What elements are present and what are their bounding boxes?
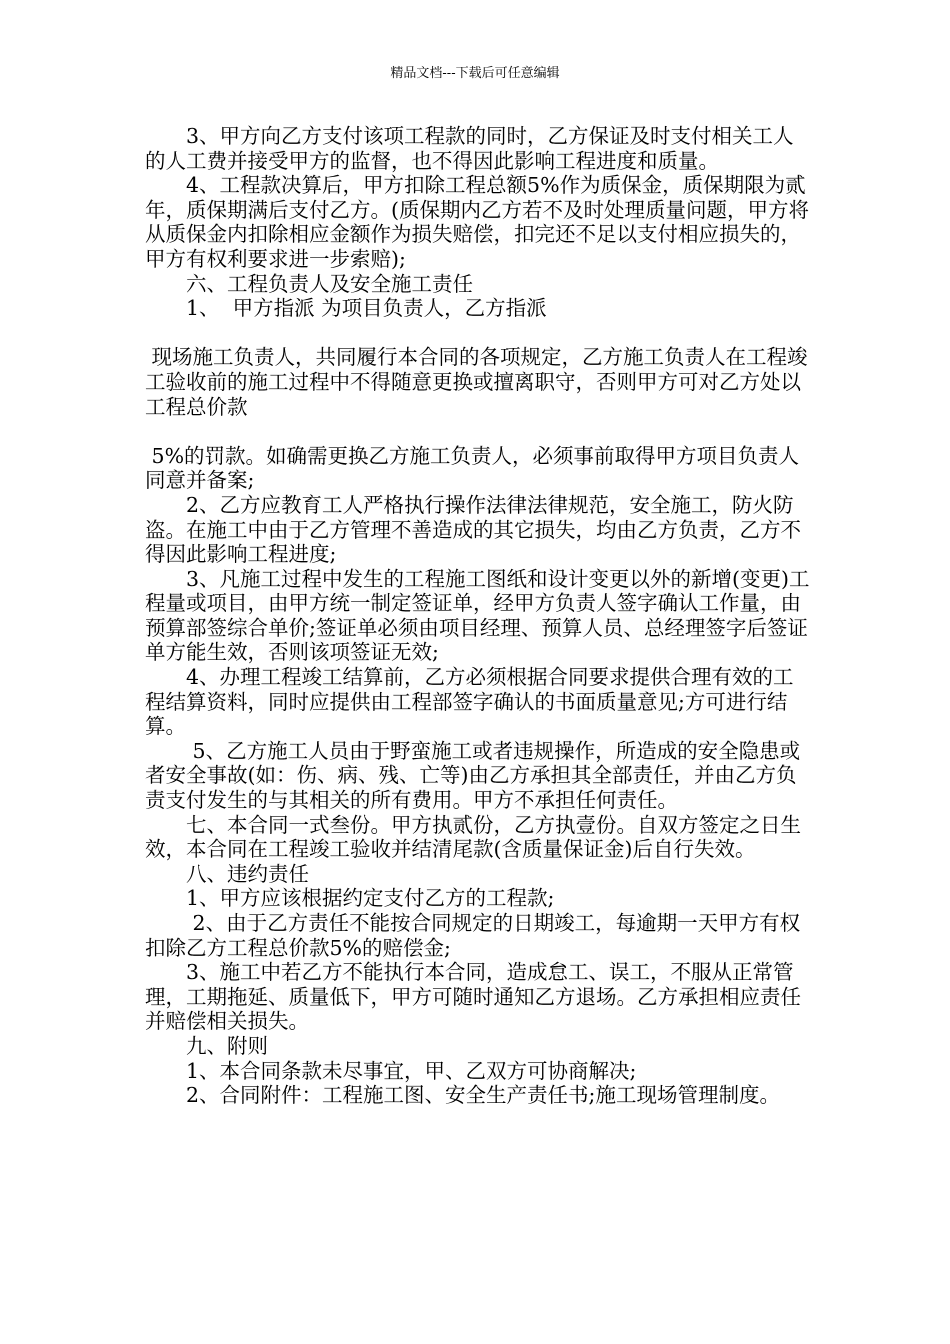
paragraph-payment-labor: 3、甲方向乙方支付该项工程款的同时，乙方保证及时支付相关工人的人工费并接受甲方的监督，也不得因此影响工程进度和质量。 — [145, 124, 794, 173]
paragraph-breach-3: 3、施工中若乙方不能执行本合同，造成怠工、误工，不服从正常管理，工期拖延、质量低下，甲方可随时通知乙方退场。乙方承担相应责任并赔偿相关损失。 — [145, 960, 801, 1034]
paragraph-appendix-2: 2、合同附件：工程施工图、安全生产责任书;施工现场管理制度。 — [186, 1083, 780, 1108]
section-heading-responsibility: 六、工程负责人及安全施工责任 — [186, 271, 473, 296]
page-header: 精品文档---下载后可任意编辑 — [390, 66, 560, 81]
document-body — [145, 124, 810, 1108]
paragraph-warranty-deposit: 4、工程款决算后，甲方扣除工程总额5%作为质保金，质保期限为贰年，质保期满后支付乙方。(质保期内乙方若不及时处理质量问题，甲方将从质保金内扣除相应金额作为损失赔偿，扣完还不足以支付相应损失的，甲方有权利要求进一步索赔); — [145, 173, 809, 271]
paragraph-penalty: 5%的罚款。如确需更换乙方施工负责人，必须事前取得甲方项目负责人同意并备案; — [145, 443, 800, 493]
paragraph-breach-2: 2、由于乙方责任不能按合同规定的日期竣工，每逾期一天甲方有权扣除乙方工程总价款5%的赔偿金; — [145, 911, 801, 960]
paragraph-appoint-manager: 1、 甲方指派 为项目负责人，乙方指派 — [186, 296, 547, 321]
section-heading-appendix: 九、附则 — [186, 1033, 268, 1058]
paragraph-safety-education: 2、乙方应教育工人严格执行操作法律法律规范，安全施工，防火防盗。在施工中由于乙方管理不善造成的其它损失，均由乙方负责，乙方不得因此影响工程进度; — [145, 492, 801, 567]
paragraph-site-manager: 现场施工负责人，共同履行本合同的各项规定，乙方施工负责人在工程竣工验收前的施工过程中不得随意更换或擅离职守，否则甲方可对乙方处以工程总价款 — [145, 345, 808, 419]
paragraph-safety-liability: 5、乙方施工人员由于野蛮施工或者违规操作，所造成的安全隐患或者安全事故(如：伤、病、残、亡等)由乙方承担其全部责任，并由乙方负责支付发生的与其相关的所有费用。甲方不承担任何责任。 — [145, 738, 801, 813]
paragraph-settlement: 4、办理工程竣工结算前，乙方必须根据合同要求提供合理有效的工程结算资料，同时应提供由工程部签字确认的书面质量意见;方可进行结算。 — [145, 665, 794, 739]
section-heading-breach: 八、违约责任 — [186, 861, 309, 886]
paragraph-breach-1: 1、甲方应该根据约定支付乙方的工程款; — [186, 886, 555, 911]
paragraph-change-orders: 3、凡施工过程中发生的工程施工图纸和设计变更以外的新增(变更)工程量或项目，由甲方统一制定签证单，经甲方负责人签字确认工作量，由预算部签综合单价;签证单必须由项目经理、预算人员、总经理签字后签证单方能生效，否则该项签证无效; — [145, 566, 810, 665]
paragraph-copies: 七、本合同一式叁份。甲方执贰份，乙方执壹份。自双方签定之日生效，本合同在工程竣工验收并结清尾款(含质量保证金)后自行失效。 — [145, 812, 801, 862]
paragraph-appendix-1: 1、本合同条款未尽事宜，甲、乙双方可协商解决; — [186, 1058, 637, 1083]
